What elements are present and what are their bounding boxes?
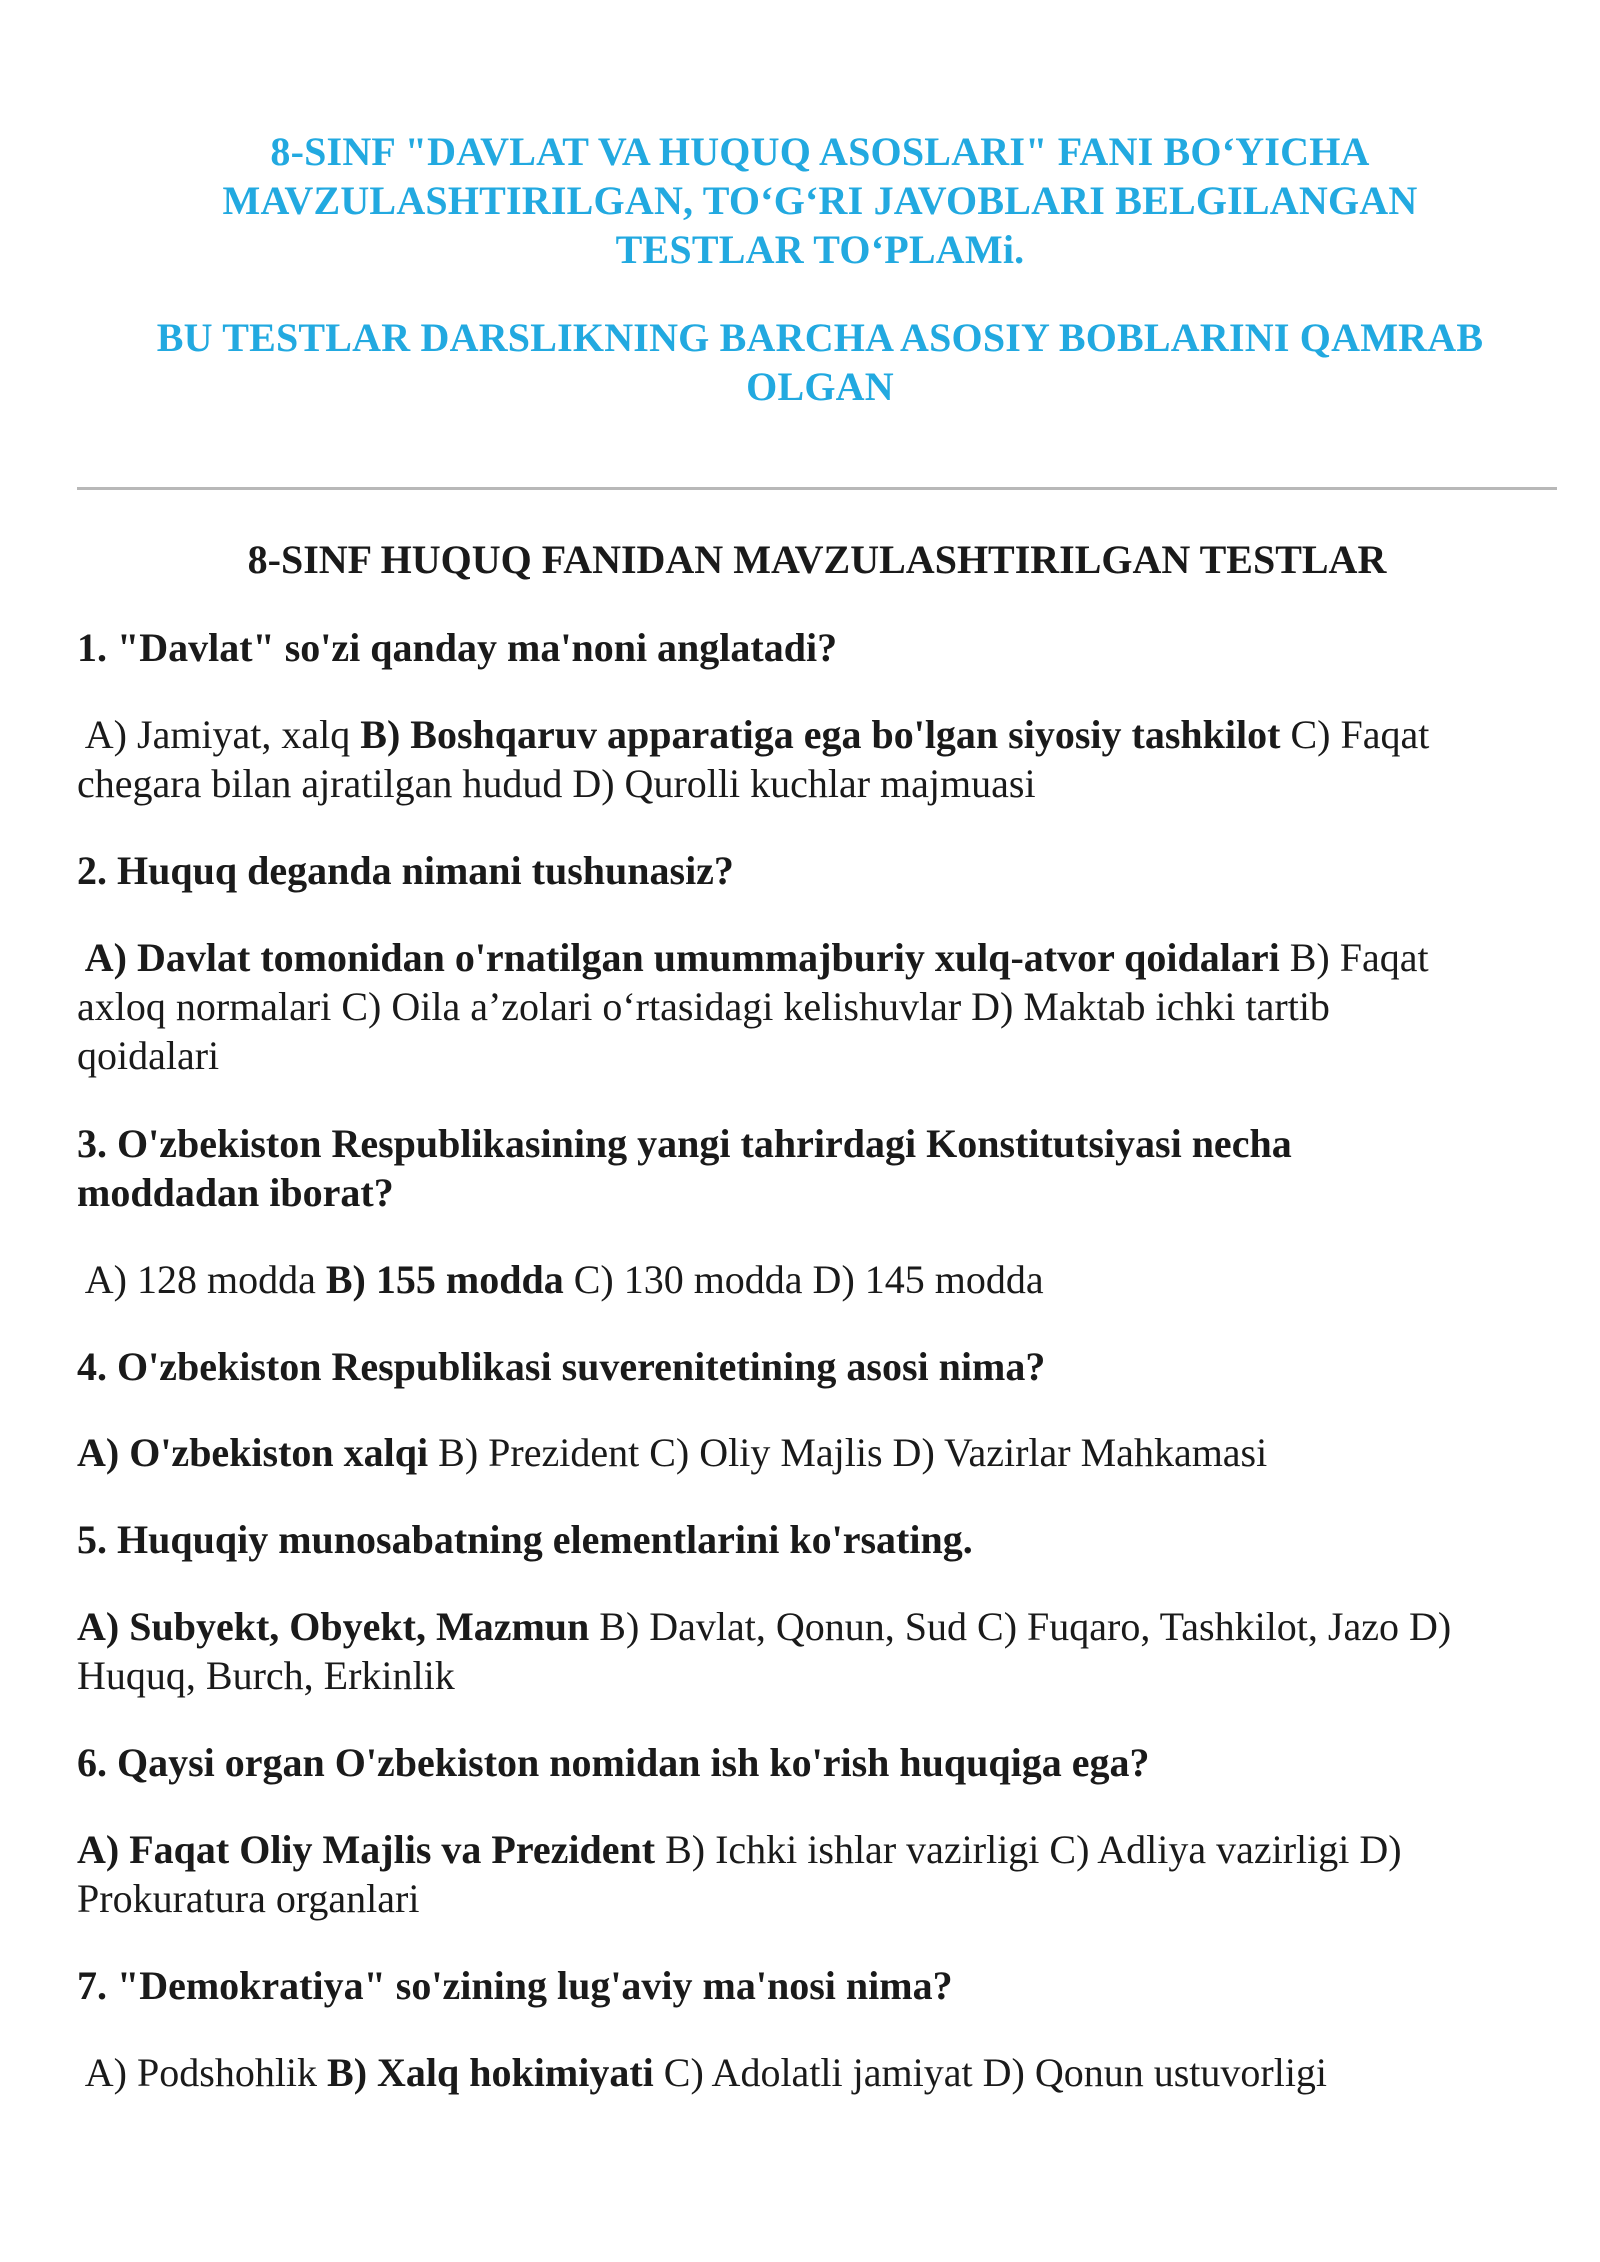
answer-line bbox=[77, 2048, 1567, 2097]
correct-answer: A) Subyekt, Obyekt, Mazmun bbox=[77, 1604, 590, 1649]
question-text: 7. "Demokratiya" so'zining lug'aviy ma'nosi nima? bbox=[77, 1963, 953, 2008]
document-title bbox=[100, 127, 1540, 274]
question-6 bbox=[77, 1738, 1567, 1787]
answer-option: A) 128 modda bbox=[77, 1257, 326, 1302]
horizontal-divider bbox=[77, 487, 1557, 490]
answer-line bbox=[77, 1602, 1567, 1651]
answer-line bbox=[77, 1255, 1567, 1304]
answer-option: axloq normalari C) Oila a’zolari o‘rtasidagi kelishuvlar D) Maktab ichki tartib bbox=[77, 984, 1330, 1029]
question-text: moddadan iborat? bbox=[77, 1170, 394, 1215]
document-title-line: TESTLAR TO‘PLAMi. bbox=[615, 227, 1025, 272]
answer-option: B) Prezident C) Oliy Majlis D) Vazirlar Mahkamasi bbox=[428, 1430, 1268, 1475]
document-subtitle-line: BU TESTLAR DARSLIKNING BARCHA ASOSIY BOBLARINI QAMRAB bbox=[156, 315, 1484, 360]
question-text: 3. O'zbekiston Respublikasining yangi tahrirdagi Konstitutsiyasi necha bbox=[77, 1121, 1292, 1166]
section-heading: 8-SINF HUQUQ FANIDAN MAVZULASHTIRILGAN TESTLAR bbox=[247, 537, 1387, 582]
answer-line bbox=[77, 1428, 1567, 1477]
answer-line bbox=[77, 1651, 1567, 1700]
answer-option: B) Faqat bbox=[1279, 935, 1429, 980]
answer-option: qoidalari bbox=[77, 1033, 220, 1078]
question-7 bbox=[77, 1961, 1567, 2010]
correct-answer: A) Davlat tomonidan o'rnatilgan umummajburiy xulq-atvor qoidalari bbox=[77, 935, 1280, 980]
answer-option: C) Adolatli jamiyat D) Qonun ustuvorligi bbox=[653, 2050, 1328, 2095]
answer-line bbox=[77, 933, 1567, 982]
answers-2 bbox=[77, 933, 1567, 1080]
question-2 bbox=[77, 846, 1567, 895]
answer-line bbox=[77, 1874, 1567, 1923]
question-3 bbox=[77, 1119, 1567, 1217]
answer-option: C) Faqat bbox=[1280, 712, 1430, 757]
question-text: 1. "Davlat" so'zi qanday ma'noni anglatadi? bbox=[77, 625, 838, 670]
answer-line bbox=[77, 1825, 1567, 1874]
answer-line bbox=[77, 1031, 1567, 1080]
question-1 bbox=[77, 623, 1567, 672]
answer-option: A) Jamiyat, xalq bbox=[77, 712, 361, 757]
question-text: 2. Huquq deganda nimani tushunasiz? bbox=[77, 848, 734, 893]
correct-answer: A) O'zbekiston xalqi bbox=[77, 1430, 429, 1475]
question-4 bbox=[77, 1342, 1567, 1391]
question-text: 4. O'zbekiston Respublikasi suverenitetining asosi nima? bbox=[77, 1344, 1046, 1389]
answer-line bbox=[77, 982, 1567, 1031]
question-text: 6. Qaysi organ O'zbekiston nomidan ish ko'rish huquqiga ega? bbox=[77, 1740, 1150, 1785]
correct-answer: B) 155 modda bbox=[325, 1257, 564, 1302]
correct-answer: B) Boshqaruv apparatiga ega bo'lgan siyosiy tashkilot bbox=[360, 712, 1281, 757]
question-5 bbox=[77, 1515, 1567, 1564]
correct-answer: B) Xalq hokimiyati bbox=[327, 2050, 654, 2095]
answers-4 bbox=[77, 1428, 1567, 1477]
document-title-line: MAVZULASHTIRILGAN, TO‘G‘RI JAVOBLARI BELGILANGAN bbox=[222, 178, 1418, 223]
document-subtitle-line: OLGAN bbox=[746, 364, 894, 409]
answers-5 bbox=[77, 1602, 1567, 1700]
correct-answer: A) Faqat Oliy Majlis va Prezident bbox=[77, 1827, 656, 1872]
answer-option: chegara bilan ajratilgan hudud D) Qurolli kuchlar majmuasi bbox=[77, 761, 1036, 806]
answers-1 bbox=[77, 710, 1567, 808]
document-title-line: 8-SINF "DAVLAT VA HUQUQ ASOSLARI" FANI BO‘YICHA bbox=[270, 129, 1370, 174]
answer-option: C) 130 modda D) 145 modda bbox=[563, 1257, 1044, 1302]
answer-option: Prokuratura organlari bbox=[77, 1876, 420, 1921]
answer-option: Huquq, Burch, Erkinlik bbox=[77, 1653, 455, 1698]
question-text: 5. Huquqiy munosabatning elementlarini ko'rsating. bbox=[77, 1517, 973, 1562]
answers-3 bbox=[77, 1255, 1567, 1304]
answers-7 bbox=[77, 2048, 1567, 2097]
answers-6 bbox=[77, 1825, 1567, 1923]
answer-option: A) Podshohlik bbox=[77, 2050, 328, 2095]
answer-option: B) Ichki ishlar vazirligi C) Adliya vazirligi D) bbox=[655, 1827, 1402, 1872]
answer-option: B) Davlat, Qonun, Sud C) Fuqaro, Tashkilot, Jazo D) bbox=[589, 1604, 1452, 1649]
answer-line bbox=[77, 710, 1567, 759]
document-subtitle bbox=[100, 313, 1540, 411]
answer-line bbox=[77, 759, 1567, 808]
